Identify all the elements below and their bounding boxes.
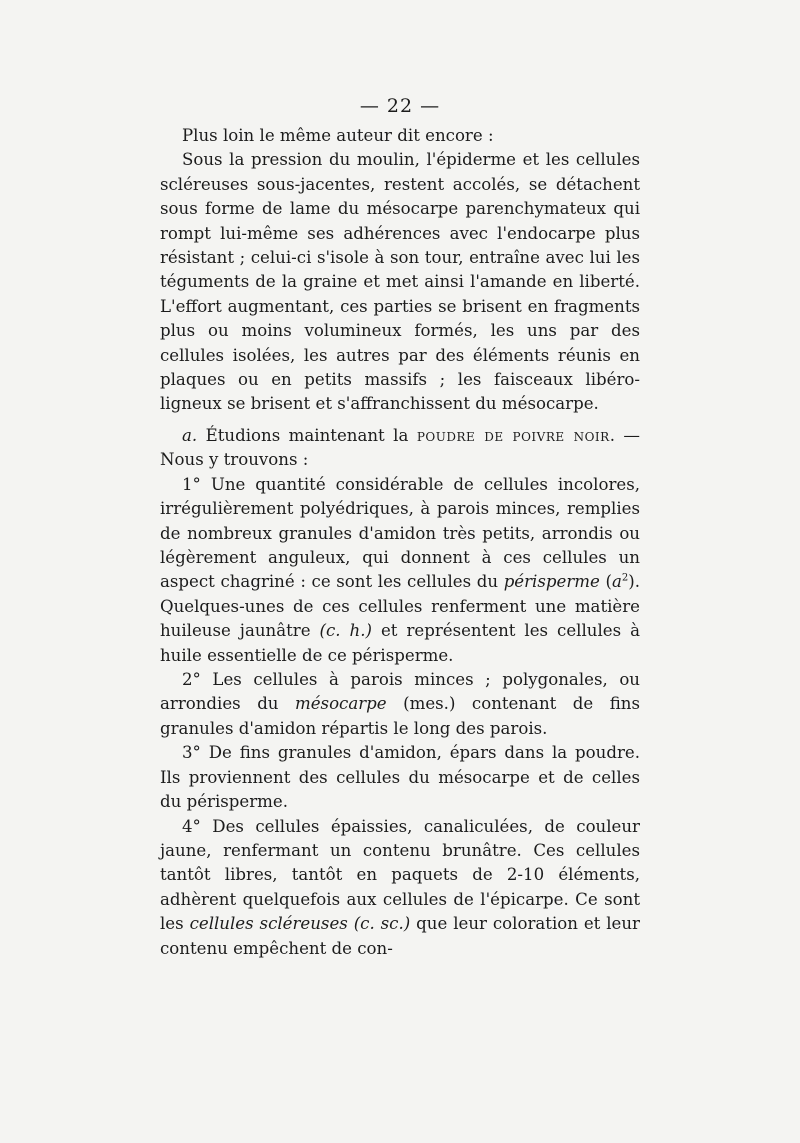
item-4-text-2: que leur coloration et leur contenu empêchent de con- <box>160 914 640 958</box>
scleroid-term: cellules scléreuses <box>189 914 348 934</box>
item-2-text: 2° Les cellules à parois minces ; polygonales, ou arrondies du <box>160 670 640 714</box>
abbr-ch: (c. h.) <box>319 621 372 641</box>
quote-paragraph: Sous la pression du moulin, l'épiderme et les cellules scléreuses sous-jacentes, restent accolés, se détachent sous forme de lame du mésocarpe parenchymateux qui rompt lui-même ses adhérences avec l'endocarpe plus résistant ; celui-ci s'isole à son tour, entraîne avec lui les téguments de la graine et met ainsi l'amande en liberté. L'effort augmentant, ces parties se brisent en fragments plus ou moins volumineux formés, les uns par des cellules isolées, les autres par des éléments réunis en plaques ou en petits massifs ; les faisceaux libéro-ligneux se brisent et s'affranchissent du mésocarpe. <box>160 150 640 414</box>
item-3: 3° De fins granules d'amidon, épars dans la poudre. Ils proviennent des cellules du mésocarpe et de celles du périsperme. <box>160 743 640 812</box>
intro-paragraph: Plus loin le même auteur dit encore : <box>182 126 494 145</box>
item-1-text-3: et représentent les cellules à huile essentielle de ce périsperme. <box>160 621 640 665</box>
section-lead: Étudions maintenant la <box>205 426 409 445</box>
perisperme-term: périsperme <box>503 572 600 592</box>
section-a-heading <box>160 424 640 473</box>
item-4-text: 4° Des cellules épaissies, canaliculées, de couleur jaune, renfermant un contenu brunâtre. Ces cellules tantôt libres, tantôt en paquets de 2-10 éléments, adhèrent quelquefois aux cellules de l'épicarpe. Ce sont les <box>160 816 640 934</box>
page-number: — 22 — <box>359 95 441 117</box>
abbr-csc: (c. sc.) <box>353 914 411 934</box>
section-a-block <box>160 424 640 961</box>
section-letter: a. <box>182 426 198 445</box>
item-2 <box>160 668 640 741</box>
mesocarpe-term: mésocarpe <box>295 694 387 714</box>
powder-name: poudre de poivre noir <box>416 426 610 445</box>
perisperme-ref: $(a^2)$ <box>605 572 635 592</box>
section-tail: . — Nous y trouvons : <box>160 426 641 470</box>
item-2-text-2: (mes.) contenant de fins granules d'amidon répartis le long des parois. <box>160 694 640 738</box>
quote-block <box>160 124 640 417</box>
item-4 <box>160 815 640 961</box>
item-1-text-2: . Quelques-unes de ces cellules renferment une matière huileuse jaunâtre <box>160 572 640 641</box>
item-1-text: 1° Une quantité considérable de cellules incolores, irrégulièrement polyédriques, à parois minces, remplies de nombreux granules d'amidon très petits, arrondis ou légèrement anguleux, qui donnent à ces cellules un aspect chagriné : ce sont les cellules du <box>160 474 640 592</box>
item-1 <box>160 473 640 668</box>
